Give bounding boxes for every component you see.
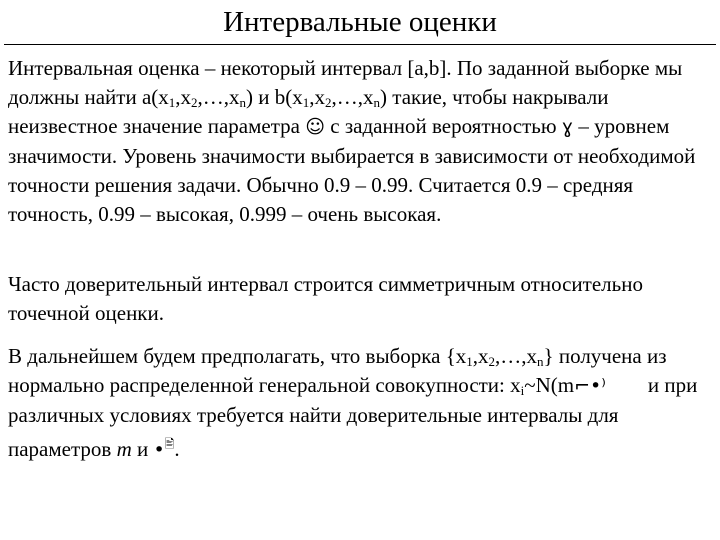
p1-sub-2: 2 (191, 95, 198, 110)
p1-text-c4: ,x (309, 85, 326, 109)
paragraph-symmetric-interval: Часто доверительный интервал строится симметричным относительно точечной оценки. (8, 272, 643, 325)
p3-text-dot: . (174, 437, 180, 461)
p1-sub-5: 2 (325, 95, 332, 110)
smiley-icon: ☺ (305, 116, 326, 138)
p1-sub-3: n (239, 95, 247, 110)
p1-text-e: – уровнем значимости. Уровень значимости выбирается в зависимости от необходимой точности решения задачи. Обычно 0.9 – 0.99. Считается 0.9 – средняя точность, 0.99 – высокая, 0.999 – очень высокая. (8, 114, 696, 226)
p1-sub-1: 1 (168, 95, 176, 110)
page-title: Интервальные оценки (223, 6, 497, 38)
p3-text-b: } получена из нормально распределенной генеральной совокупности: x (8, 344, 667, 397)
p1-text-c: ) такие, чтобы накрывали неизвестное значение параметра (8, 85, 609, 138)
sigma-symbol-garbled: ⌐•⁾ (574, 375, 606, 397)
paragraph-normal-sample (8, 342, 708, 465)
p1-text-c5: ,…,x (331, 85, 374, 109)
p1-text-d: с заданной вероятностью (330, 114, 557, 138)
p3-sub-1: 1 (466, 354, 473, 369)
p3-text-c: ~N(m (524, 373, 575, 397)
p1-sub-6: n (373, 95, 381, 110)
p1-text-c2: ,…,x (197, 85, 240, 109)
p3-sub-2: 2 (488, 354, 496, 369)
p1-text-a: Интервальная оценка – некоторый интервал [a,b]. По заданной выборке мы должны найти a(x (8, 56, 683, 109)
gamma-symbol: ɣ (561, 116, 574, 138)
p3-text-c2: ,…,x (495, 344, 538, 368)
p3-sub-3: n (537, 354, 544, 369)
p1-sub-4: 1 (302, 95, 310, 110)
param-m: m (116, 437, 132, 461)
title-divider (4, 44, 716, 45)
p1-text-b: ) и b(x (246, 85, 303, 109)
squared-symbol: 🖹 (164, 437, 175, 451)
p3-text-a: В дальнейшем будем предполагать, что выборка {x (8, 344, 467, 368)
p3-sub-4: i (520, 383, 525, 398)
p3-text-and: и (137, 437, 149, 461)
p3-text-d: и при различных условиях требуется найти доверительные интервалы для параметров (8, 373, 698, 461)
p1-text-c1: ,x (175, 85, 192, 109)
p3-text-c1: ,x (472, 344, 489, 368)
sigma-symbol: • (153, 439, 165, 461)
paragraph-interval-estimate (8, 54, 708, 229)
